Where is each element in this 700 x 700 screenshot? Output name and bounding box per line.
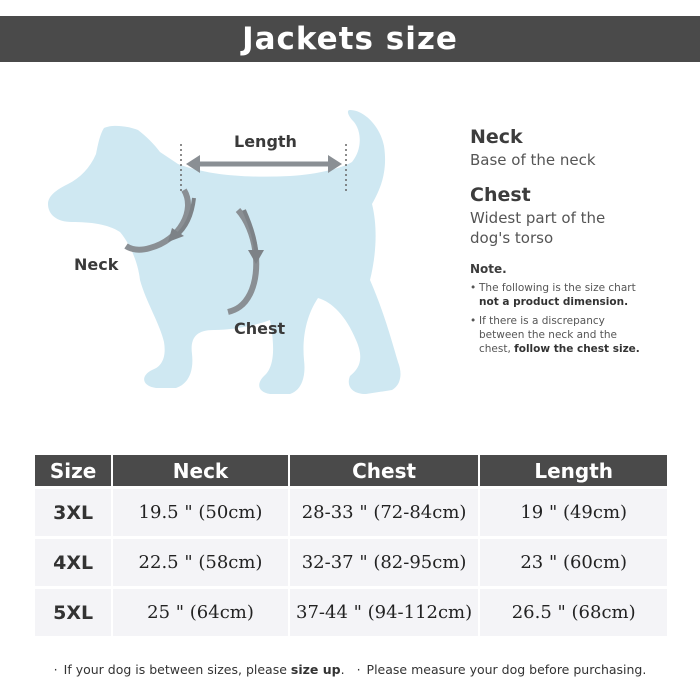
neck-cell: 25 " (64cm) xyxy=(113,589,288,636)
table-header-row xyxy=(35,455,667,486)
note-2 xyxy=(470,314,690,356)
chest-heading: Chest xyxy=(470,184,531,206)
length-cell: 19 " (49cm) xyxy=(480,489,667,536)
measurement-info xyxy=(470,126,690,356)
footer-note-1-end: . xyxy=(340,662,345,677)
neck-label: Neck xyxy=(74,255,119,274)
note-1-text: The following is the size chart xyxy=(479,282,636,294)
dog-measurement-diagram xyxy=(0,80,440,420)
chest-description-line2: dog's torso xyxy=(470,229,554,247)
note-2-line1: If there is a discrepancy xyxy=(479,315,605,327)
footer-note-2: Please measure your dog before purchasing. xyxy=(366,662,647,677)
note-title: Note. xyxy=(470,262,507,276)
table-row xyxy=(35,489,667,536)
size-table xyxy=(33,452,669,639)
size-cell: 4XL xyxy=(35,539,111,586)
header-chest: Chest xyxy=(290,455,479,486)
page-title: Jackets size xyxy=(0,16,700,62)
dog-body-shape xyxy=(48,110,400,394)
header-neck: Neck xyxy=(113,455,288,486)
footer-note-1: If your dog is between sizes, please xyxy=(63,662,291,677)
note-2-bold: follow the chest size. xyxy=(514,343,640,355)
neck-cell: 19.5 " (50cm) xyxy=(113,489,288,536)
length-cell: 23 " (60cm) xyxy=(480,539,667,586)
chest-description-line1: Widest part of the xyxy=(470,209,606,227)
bullet-icon: · xyxy=(53,662,58,677)
size-cell: 5XL xyxy=(35,589,111,636)
header-size: Size xyxy=(35,455,111,486)
footer-notes xyxy=(0,662,700,677)
chest-cell: 28-33 " (72-84cm) xyxy=(290,489,479,536)
dog-silhouette xyxy=(0,80,440,420)
note-1-bold: not a product dimension. xyxy=(479,296,629,308)
table-row xyxy=(35,539,667,586)
neck-description: Base of the neck xyxy=(470,151,596,169)
chest-cell: 32-37 " (82-95cm) xyxy=(290,539,479,586)
neck-heading: Neck xyxy=(470,126,523,148)
note-2-line2: between the neck and the xyxy=(479,329,617,341)
chest-label: Chest xyxy=(234,319,286,338)
table-row xyxy=(35,589,667,636)
bullet-icon: · xyxy=(356,662,361,677)
chest-cell: 37-44 " (94-112cm) xyxy=(290,589,479,636)
neck-cell: 22.5 " (58cm) xyxy=(113,539,288,586)
note-2-line3: chest, xyxy=(479,343,515,355)
length-cell: 26.5 " (68cm) xyxy=(480,589,667,636)
size-cell: 3XL xyxy=(35,489,111,536)
note-1 xyxy=(470,281,690,309)
footer-note-1-bold: size up xyxy=(290,662,341,677)
header-length: Length xyxy=(480,455,667,486)
length-label: Length xyxy=(234,132,297,151)
